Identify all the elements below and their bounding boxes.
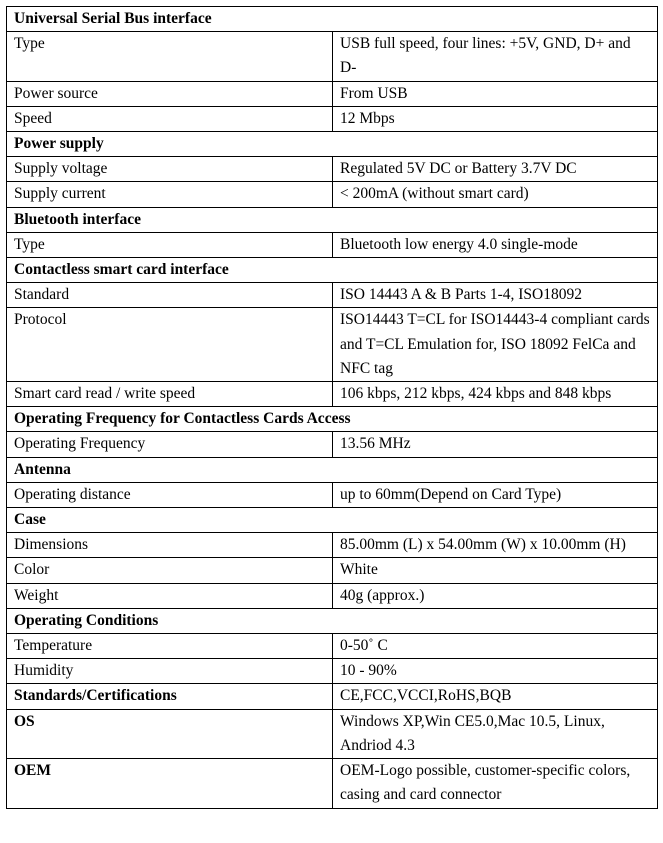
spec-value: From USB [333,81,658,106]
spec-table [6,6,658,809]
spec-value: 85.00mm (L) x 54.00mm (W) x 10.00mm (H) [333,533,658,558]
section-title: Contactless smart card interface [7,258,658,283]
spec-label: Standards/Certifications [7,684,333,709]
spec-row [7,659,658,684]
spec-value: 0-50˚ C [333,634,658,659]
spec-value: 13.56 MHz [333,432,658,457]
spec-value: White [333,558,658,583]
spec-value: < 200mA (without smart card) [333,182,658,207]
spec-label: Color [7,558,333,583]
section-header-row [7,207,658,232]
spec-value: 40g (approx.) [333,583,658,608]
spec-value: 12 Mbps [333,106,658,131]
section-header-row [7,132,658,157]
spec-value: Regulated 5V DC or Battery 3.7V DC [333,157,658,182]
spec-label: Power source [7,81,333,106]
section-title: Power supply [7,132,658,157]
spec-label: Smart card read / write speed [7,382,333,407]
section-title: Operating Conditions [7,608,658,633]
spec-label: OEM [7,759,333,808]
spec-row [7,558,658,583]
spec-row [7,684,658,709]
spec-value: ISO 14443 A & B Parts 1-4, ISO18092 [333,283,658,308]
spec-row [7,432,658,457]
spec-row [7,533,658,558]
section-header-row [7,7,658,32]
section-header-row [7,457,658,482]
spec-value: CE,FCC,VCCI,RoHS,BQB [333,684,658,709]
spec-row [7,81,658,106]
spec-row [7,382,658,407]
spec-value: ISO14443 T=CL for ISO14443-4 compliant cards and T=CL Emulation for, ISO 18092 FelCa and NFC tag [333,308,658,382]
spec-value: up to 60mm(Depend on Card Type) [333,482,658,507]
spec-value: 106 kbps, 212 kbps, 424 kbps and 848 kbps [333,382,658,407]
spec-row [7,232,658,257]
spec-label: Speed [7,106,333,131]
spec-table-body [7,7,658,809]
section-title: Operating Frequency for Contactless Cards Access [7,407,658,432]
spec-label: Weight [7,583,333,608]
spec-label: Type [7,232,333,257]
section-title: Case [7,508,658,533]
spec-row [7,308,658,382]
spec-row [7,583,658,608]
spec-label: Standard [7,283,333,308]
section-header-row [7,608,658,633]
spec-row [7,182,658,207]
spec-row [7,634,658,659]
spec-row [7,283,658,308]
spec-label: Supply voltage [7,157,333,182]
spec-value: Windows XP,Win CE5.0,Mac 10.5, Linux, Andriod 4.3 [333,709,658,758]
spec-label: Temperature [7,634,333,659]
section-header-row [7,407,658,432]
spec-label: Protocol [7,308,333,382]
spec-row [7,709,658,758]
section-header-row [7,258,658,283]
spec-value: 10 - 90% [333,659,658,684]
spec-label: Operating Frequency [7,432,333,457]
spec-label: Operating distance [7,482,333,507]
spec-row [7,106,658,131]
spec-row [7,32,658,81]
section-header-row [7,508,658,533]
spec-label: Type [7,32,333,81]
section-title: Antenna [7,457,658,482]
spec-label: OS [7,709,333,758]
section-title: Universal Serial Bus interface [7,7,658,32]
spec-value: USB full speed, four lines: +5V, GND, D+ and D- [333,32,658,81]
spec-row [7,482,658,507]
spec-row [7,157,658,182]
spec-value: OEM-Logo possible, customer-specific colors, casing and card connector [333,759,658,808]
spec-label: Dimensions [7,533,333,558]
spec-row [7,759,658,808]
section-title: Bluetooth interface [7,207,658,232]
spec-label: Supply current [7,182,333,207]
spec-value: Bluetooth low energy 4.0 single-mode [333,232,658,257]
spec-label: Humidity [7,659,333,684]
